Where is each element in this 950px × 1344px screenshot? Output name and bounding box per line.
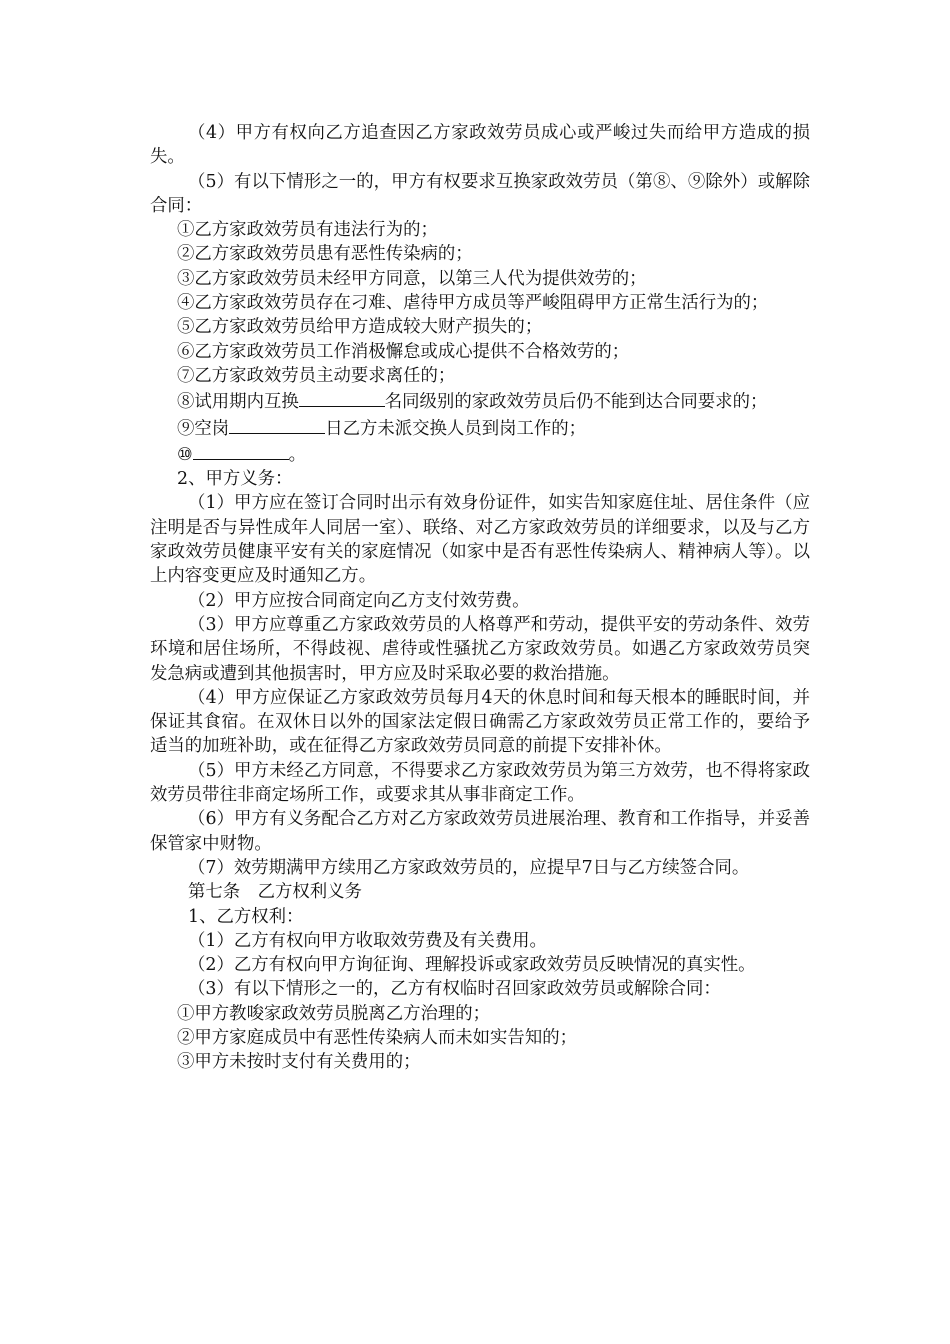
clause-9-end: 日乙方未派交换人员到岗工作的； bbox=[325, 418, 587, 439]
clause-2: ②乙方家政效劳员患有恶性传染病的； bbox=[177, 244, 473, 265]
duty-4: （4）甲方应保证乙方家政效劳员每月4天的休息时间和每天根本的睡眠时间，并保证其食宿。在双休日以外的国家法定假日确需乙方家政效劳员正常工作的，要给予适当的加班补助，或在征得乙方家政效劳员同意的前提下安排补休。 bbox=[150, 687, 810, 757]
clause-3: ③乙方家政效劳员未经甲方同意，以第三人代为提供效劳的； bbox=[177, 268, 647, 289]
duty-1: （1）甲方应在签订合同时出示有效身份证件，如实告知家庭住址、居住条件（应注明是否与异性成年人同居一室）、联络、对乙方家政效劳员的详细要求，以及与乙方家政效劳员健康平安有关的家庭情况（如家中是否有恶性传染病人、精神病人等）。以上内容变更应及时通知乙方。 bbox=[150, 493, 810, 587]
clause-8-end: 名同级别的家政效劳员后仍不能到达合同要求的； bbox=[384, 392, 768, 413]
right-clause-1: ①甲方教唆家政效劳员脱离乙方治理的； bbox=[177, 1003, 491, 1024]
duty-7: （7）效劳期满甲方续用乙方家政效劳员的，应提早7日与乙方续签合同。 bbox=[188, 857, 750, 878]
clause-7: ⑦乙方家政效劳员主动要求离任的； bbox=[177, 365, 456, 386]
paragraph-a-4: （4）甲方有权向乙方追查因乙方家政效劳员成心或严峻过失而给甲方造成的损失。 bbox=[150, 123, 810, 168]
clause-10-end: 。 bbox=[288, 444, 306, 465]
duty-2: （2）甲方应按合同商定向乙方支付效劳费。 bbox=[188, 590, 530, 611]
fill-blank[interactable] bbox=[229, 415, 325, 434]
paragraph-a-5: （5）有以下情形之一的，甲方有权要求互换家政效劳员（第⑧、⑨除外）或解除合同： bbox=[150, 171, 810, 216]
clause-5: ⑤乙方家政效劳员给甲方造成较大财产损失的； bbox=[177, 317, 543, 338]
clause-8 bbox=[150, 388, 810, 414]
right-clause-2: ②甲方家庭成员中有恶性传染病人而未如实告知的； bbox=[177, 1027, 577, 1048]
duty-6: （6）甲方有义务配合乙方对乙方家政效劳员进展治理、教育和工作指导，并妥善保管家中财物。 bbox=[150, 809, 810, 854]
clause-10-start: ⑩ bbox=[177, 444, 193, 465]
fill-blank[interactable] bbox=[299, 388, 385, 407]
duty-3: （3）甲方应尊重乙方家政效劳员的人格尊严和劳动，提供平安的劳动条件、效劳环境和居住场所，不得歧视、虐待或性骚扰乙方家政效劳员。如遇乙方家政效劳员突发急病或遭到其他损害时，甲方应及时采取必要的救治措施。 bbox=[150, 614, 810, 684]
clause-8-start: ⑧试用期内互换 bbox=[177, 392, 299, 413]
section-heading: 2、甲方义务： bbox=[177, 469, 293, 490]
fill-blank[interactable] bbox=[193, 441, 289, 460]
section-heading: 1、乙方权利： bbox=[188, 906, 304, 927]
right-2: （2）乙方有权向甲方询征询、理解投诉或家政效劳员反映情况的真实性。 bbox=[188, 955, 756, 976]
right-1: （1）乙方有权向甲方收取效劳费及有关费用。 bbox=[188, 930, 547, 951]
duty-5: （5）甲方未经乙方同意，不得要求乙方家政效劳员为第三方效劳，也不得将家政效劳员带往非商定场所工作，或要求其从事非商定工作。 bbox=[150, 760, 810, 806]
clause-4: ④乙方家政效劳员存在刁难、虐待甲方成员等严峻阻碍甲方正常生活行为的； bbox=[177, 293, 769, 314]
clause-10 bbox=[150, 441, 810, 467]
document-page bbox=[150, 121, 810, 1075]
clause-6: ⑥乙方家政效劳员工作消极懈怠或成心提供不合格效劳的； bbox=[177, 341, 630, 362]
article-heading: 第七条 乙方权利义务 bbox=[188, 882, 362, 903]
clause-1: ①乙方家政效劳员有违法行为的； bbox=[177, 220, 438, 241]
clause-9 bbox=[150, 415, 810, 441]
right-3: （3）有以下情形之一的，乙方有权临时召回家政效劳员或解除合同： bbox=[188, 979, 721, 1000]
right-clause-3: ③甲方未按时支付有关费用的； bbox=[177, 1052, 421, 1073]
clause-9-start: ⑨空岗 bbox=[177, 418, 230, 439]
